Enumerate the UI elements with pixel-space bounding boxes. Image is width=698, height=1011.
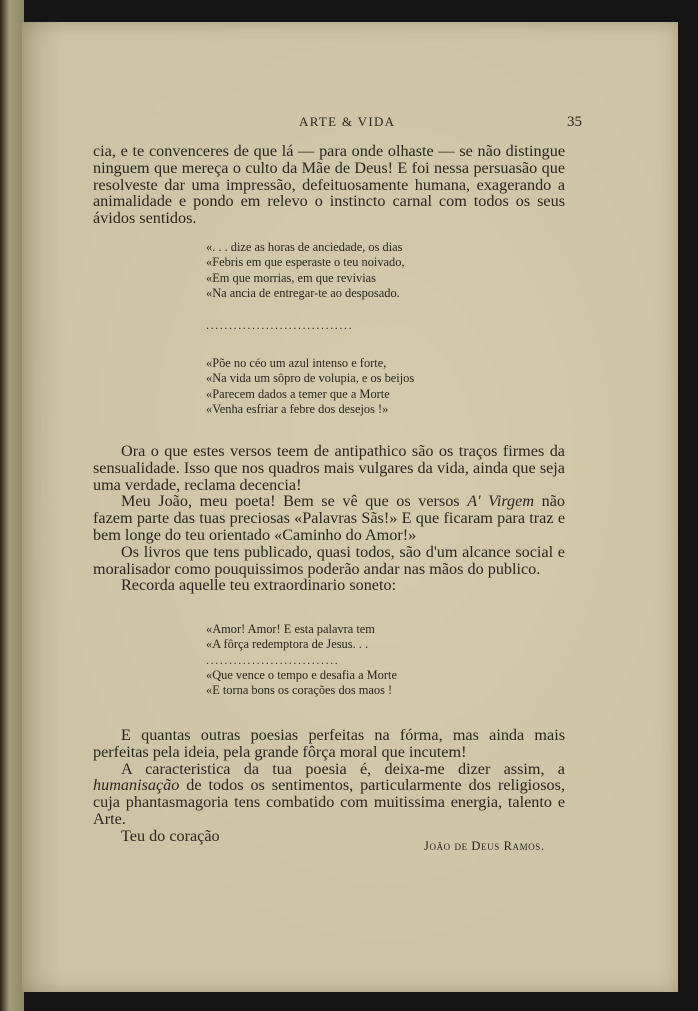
paragraph-text: não fazem parte das tuas preciosas «Palavras Sãs!» E que ficaram para traz e bem longe do teu orientado «Caminho do Amor!»	[93, 492, 566, 544]
verse-line: «. . . dize as horas de anciedade, os dias	[206, 240, 403, 254]
paragraph-text: Meu João, meu poeta! Bem se vê que os versos	[121, 492, 468, 511]
closing-salutation: Teu do coração	[121, 826, 220, 845]
author-signature: João de Deus Ramos.	[424, 839, 545, 853]
verse-line: «Que vence o tempo e desafia a Morte	[206, 667, 397, 682]
paragraph-text: de todos os sentimentos, particularmente dos religiosos, cuja phantasmagoria tens combatido com muitissima energia, talento e Arte.	[93, 776, 565, 828]
verse-line: «A fôrça redemptora de Jesus. . .	[206, 637, 369, 652]
verse-line: «Põe no céo um azul intenso e forte,	[206, 356, 387, 370]
verse-quote-sonnet	[206, 622, 397, 698]
verse-line: «Na ancia de entregar-te ao desposado.	[206, 285, 400, 300]
poem-title: A' Virgem	[467, 492, 535, 511]
paragraph: Os livros que tens publicado, quasi todos, são d'um alcance social e moralisador como pouquissimos poderão andar nas mãos do publico.	[93, 542, 565, 578]
verse-line: «Amor! Amor! E esta palavra tem	[206, 622, 375, 636]
paragraph-text: A caracteristica da tua poesia é, deixa-me dizer assim, a	[121, 759, 565, 778]
book-spine-edge	[0, 0, 24, 1011]
text-block-closing	[93, 727, 565, 845]
paragraph: Ora o que estes versos teem de antipathico são os traços firmes da sensualidade. Isso que nos quadros mais vulgares da vida, ainda que seja uma verdade, reclama decencia!	[93, 442, 565, 494]
verse-line: «Em que morrias, em que revivias	[206, 270, 376, 285]
paragraph: Recorda aquelle teu extraordinario soneto:	[121, 576, 397, 595]
verse-line: «Febris em que esperaste o teu noivado,	[206, 255, 405, 270]
paragraph	[93, 761, 565, 828]
text-block-opening	[93, 143, 565, 227]
verse-line: «Parecem dados a temer que a Morte	[206, 386, 390, 401]
running-title: ARTE & VIDA	[299, 114, 396, 129]
paragraph-continuation: cia, e te convenceres de que lá — para onde olhaste — se não distingue ninguem que mereça o culto da Mãe de Deus! E foi nessa persuasão que resolveste dar uma impressão, defeituosamente humana, exagerando a animalidade e pondo em relevo o instincto carnal com todos os seus ávidos sentidos.	[93, 142, 565, 228]
verse-line: «Na vida um sôpro de volupia, e os beijos	[206, 371, 415, 386]
emphasized-word: humanisação	[93, 776, 180, 795]
verse-line: «E torna bons os corações dos maos !	[206, 683, 393, 698]
verse-quote-2	[206, 356, 414, 417]
text-block-commentary	[93, 443, 565, 594]
verse-ellipsis: ................................	[206, 318, 354, 332]
verse-line: «Venha esfriar a febre dos desejos !»	[206, 401, 389, 416]
paragraph	[93, 493, 565, 543]
page-number: 35	[567, 114, 582, 130]
paragraph: E quantas outras poesias perfeitas na fórma, mas ainda mais perfeitas pela ideia, pela grande fôrça moral que incutem!	[93, 726, 565, 761]
page-header	[22, 114, 678, 134]
verse-ellipsis: .............................	[206, 652, 340, 667]
verse-quote-1	[206, 240, 405, 301]
